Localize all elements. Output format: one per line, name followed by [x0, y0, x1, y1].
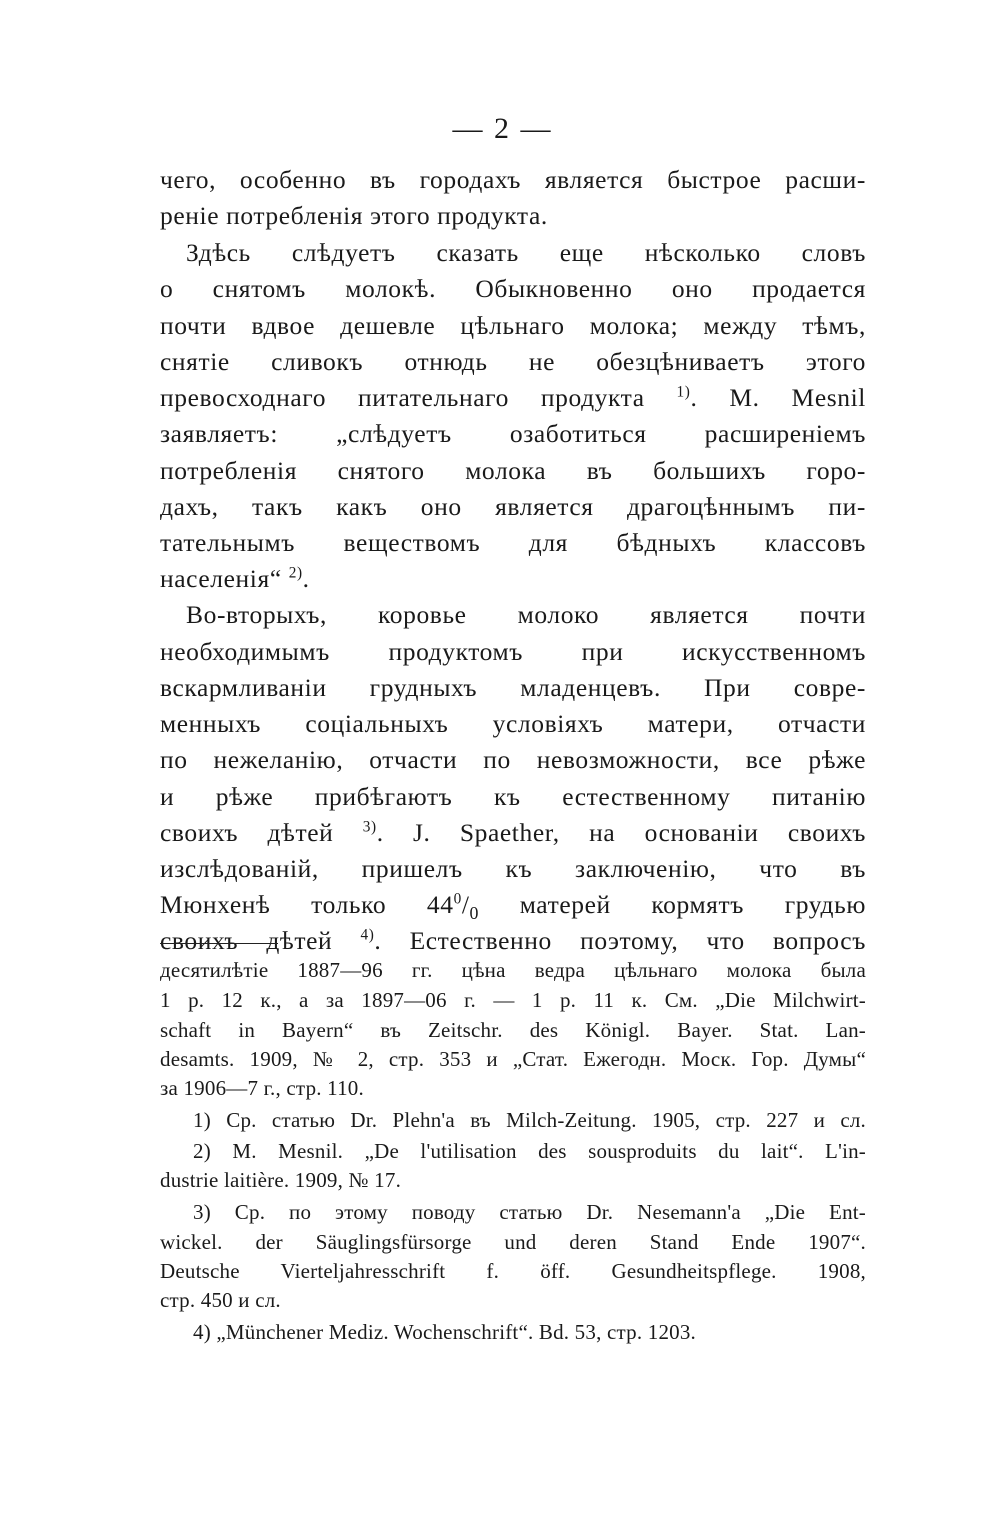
footnote-line: стр. 450 и сл.: [160, 1288, 281, 1312]
body-text: своихъ дѣтей: [160, 818, 334, 847]
body-line: по нежеланію, отчасти по невозможности, все рѣже: [160, 745, 866, 774]
footnote-line: за 1906—7 г., стр. 110.: [160, 1076, 364, 1100]
footnote-ref: 2): [288, 564, 303, 582]
footnote-line: [193, 1108, 866, 1133]
footnote-marker: 4): [193, 1320, 211, 1344]
body-line: изслѣдованій, пришелъ къ заключенію, что въ: [160, 854, 866, 883]
footnote-divider: [160, 943, 278, 944]
body-text: превосходнаго питательнаго продукта: [160, 383, 645, 412]
body-line: вскармливаніи грудныхъ младенцевъ. При совре-: [160, 673, 866, 702]
body-line: заявляетъ: „слѣдуетъ озаботиться расширеніемъ: [160, 419, 866, 448]
footnote-line: dustrie laitière. 1909, № 17.: [160, 1168, 402, 1192]
body-line: [160, 818, 866, 848]
footnote-line: desamts. 1909, № 2, стр. 353 и „Стат. Ежегодн. Моск. Гор. Думы“: [160, 1047, 866, 1071]
percent-bottom: 0: [469, 903, 480, 924]
footnote-line: wickel. der Säuglingsfürsorge und deren Stand Ende 1907“.: [160, 1230, 866, 1254]
body-line: потребленія снятого молока въ большихъ горо-: [160, 456, 866, 485]
footnote-text: Ср. статью Dr. Plehn'а въ Milch-Zeitung. 1905, стр. 227 и сл.: [226, 1108, 867, 1132]
body-text: . J. Spaether, на основаніи своихъ: [376, 818, 866, 847]
body-line: Мюнхенѣ только $44^0/_0$ матерей кормятъ грудью: [160, 890, 866, 924]
body-line: населенія“ $^{2)}$.: [160, 564, 310, 593]
body-line: [160, 383, 866, 413]
body-line: Во-вторыхъ, коровье молоко является почти: [186, 600, 866, 629]
body-text: населенія“: [160, 564, 282, 593]
percent-top: 0: [453, 890, 462, 908]
footnote-ref: 4): [360, 926, 375, 944]
body-line: тательнымъ веществомъ для бѣдныхъ классовъ: [160, 528, 866, 557]
body-line: о снятомъ молокѣ. Обыкновенно оно продается: [160, 274, 866, 303]
footnote-marker: 1): [193, 1108, 211, 1132]
footnote-line: [193, 1320, 866, 1345]
footnote-line: Deutsche Vierteljahresschrift f. öff. Gesundheitspflege. 1908,: [160, 1259, 866, 1283]
body-line: Здѣсь слѣдуетъ сказать еще нѣсколько словъ: [186, 238, 866, 267]
footnote-line: 1 р. 12 к., а за 1897—06 г. — 1 р. 11 к. См. „Die Milchwirt-: [160, 988, 866, 1012]
footnote-line: schaft in Bayern“ въ Zeitschr. des Königl. Bayer. Stat. Lan-: [160, 1018, 866, 1042]
body-line: реніе потребленія этого продукта.: [160, 201, 548, 230]
body-line: дахъ, такъ какъ оно является драгоцѣннымъ пи-: [160, 492, 866, 521]
footnote-line: [193, 1139, 866, 1164]
body-line: снятіе сливокъ отнюдь не обезцѣниваетъ этого: [160, 347, 866, 376]
footnote-marker: 3): [193, 1200, 211, 1224]
body-text: . Естественно поэтому, что вопросъ: [374, 926, 866, 955]
body-text: своихъ дѣтей: [160, 926, 333, 955]
footnote-text: „Münchener Mediz. Wochenschrift“. Bd. 53, стр. 1203.: [216, 1320, 696, 1344]
body-line: почти вдвое дешевле цѣльнаго молока; между тѣмъ,: [160, 311, 866, 340]
footnote-line: [193, 1200, 866, 1225]
body-line: [160, 926, 866, 956]
footnote-text: M. Mesnil. „De l'utilisation des sousproduits du lait“. L'in-: [232, 1139, 866, 1163]
footnote-marker: 2): [193, 1139, 211, 1163]
body-text: матерей кормятъ грудью: [479, 890, 866, 919]
body-line: необходимымъ продуктомъ при искусственномъ: [160, 637, 866, 666]
body-text: . M. Mesnil: [690, 383, 866, 412]
footnote-ref: 1): [676, 383, 691, 401]
body-line: менныхъ соціальныхъ условіяхъ матери, отчасти: [160, 709, 866, 738]
body-line: чего, особенно въ городахъ является быстрое расши-: [160, 165, 866, 194]
footnote-line: десятилѣтіе 1887—96 гг. цѣна ведра цѣльнаго молока была: [160, 958, 866, 982]
body-text: Мюнхенѣ только 44: [160, 890, 454, 919]
footnote-ref: 3): [362, 818, 377, 836]
page-number: — 2 —: [452, 112, 553, 145]
footnote-text: Ср. по этому поводу статью Dr. Nesemann'а „Die Ent-: [234, 1200, 866, 1224]
body-line: и рѣже прибѣгаютъ къ естественному питанію: [160, 782, 866, 811]
